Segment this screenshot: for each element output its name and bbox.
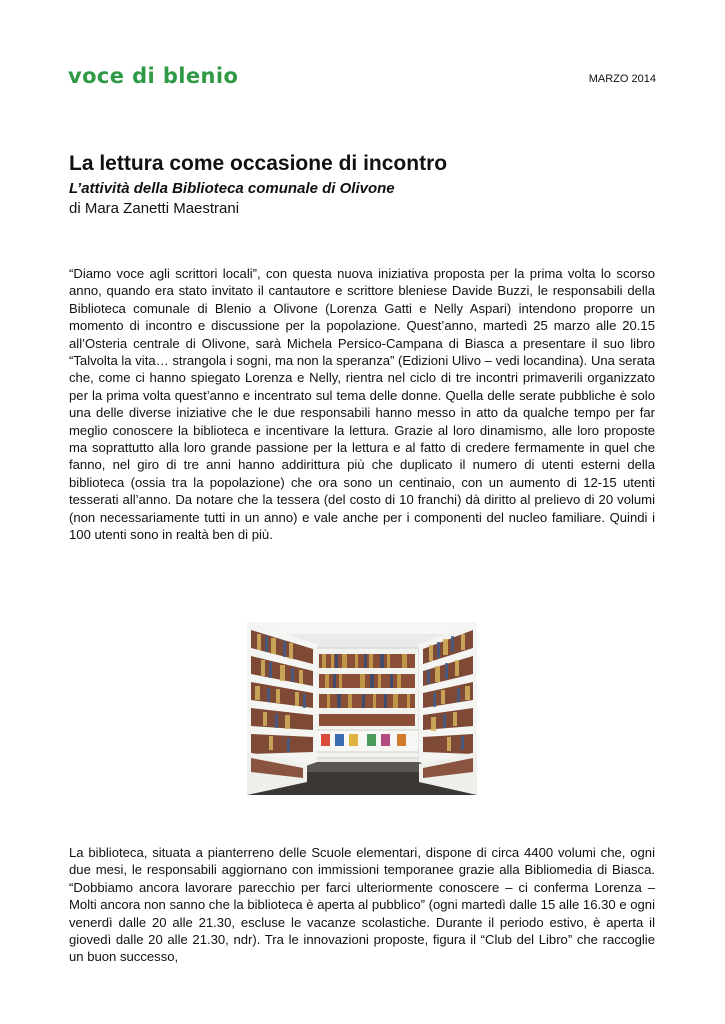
article-paragraph-1: “Diamo voce agli scrittori locali”, con questa nuova iniziativa proposta per la prima volta lo scorso anno, quando era stato invitato il cantautore e scrittore bleniese Davide Buzzi, le responsabili della Biblioteca comunale di Blenio a Olivone (Lorenza Gatti e Nelly Aspari) intendono proporre un momento di incontro e discussione per la popolazione. Quest’anno, martedì 25 marzo alle 20.15 all’Osteria centrale di Olivone, sarà Michela Persico-Campana di Biasca a presentare il suo libro “Talvolta la vita… strangola i sogni, ma non la speranza” (Edizioni Ulivo – vedi locandina). Una serata che, come ci hanno spiegato Lorenza e Nelly, rientra nel ciclo di tre incontri primaverili organizzato per la prima volta quest’anno e incentrato sul tema delle donne. Quella delle serate pubbliche è solo una delle diverse iniziative che le due responsabili hanno messo in atto da qualche tempo per far meglio conoscere la biblioteca e incentivare la lettura. Grazie al loro dinamismo, alle loro proposte ma soprattutto alla loro grande passione per la lettura e al fatto di credere fermamente in quel che fanno, nel giro di tre anni hanno addirittura più che duplicato il numero di utenti esterni della biblioteca (ossia tra la popolazione) che ora sono un centinaio, con un aumento di 12-15 utenti tesserati all’anno. Da notare che la tessera (del costo di 10 franchi) dà diritto al prelievo di 20 volumi (non necessariamente tutti in un anno) e vale anche per i componenti del nucleo familiare. Quindi i 100 utenti sono in realtà ben di più. [69, 266, 655, 543]
article-subtitle: L’attività della Biblioteca comunale di Olivone [69, 180, 395, 197]
article-paragraph-2: La biblioteca, situata a pianterreno delle Scuole elementari, dispone di circa 4400 volumi che, ogni due mesi, le responsabili aggiornano con immissioni temporanee grazie alla Bibliomedia di Biasca. “Dobbiamo ancora lavorare parecchio per farci ulteriormente conoscere – ci conferma Lorenza – Molti ancora non sanno che la biblioteca è aperta al pubblico” (ogni martedì dalle 15 alle 16.30 e ogni venerdì dalle 20 alle 21.30, escluse le vacanze scolastiche. Durante il periodo estivo, è aperta il giovedì dalle 20 alle 21.30, ndr). Tra le innovazioni proposte, figura il “Club del Libro” che raccoglie un buon successo, [69, 845, 655, 965]
article-author: di Mara Zanetti Maestrani [69, 200, 240, 217]
issue-date: MARZO 2014 [588, 73, 656, 85]
article-title: La lettura come occasione di incontro [69, 152, 448, 175]
publication-logo: voce di blenio [68, 64, 239, 88]
library-bookshelves-photo [247, 622, 477, 795]
